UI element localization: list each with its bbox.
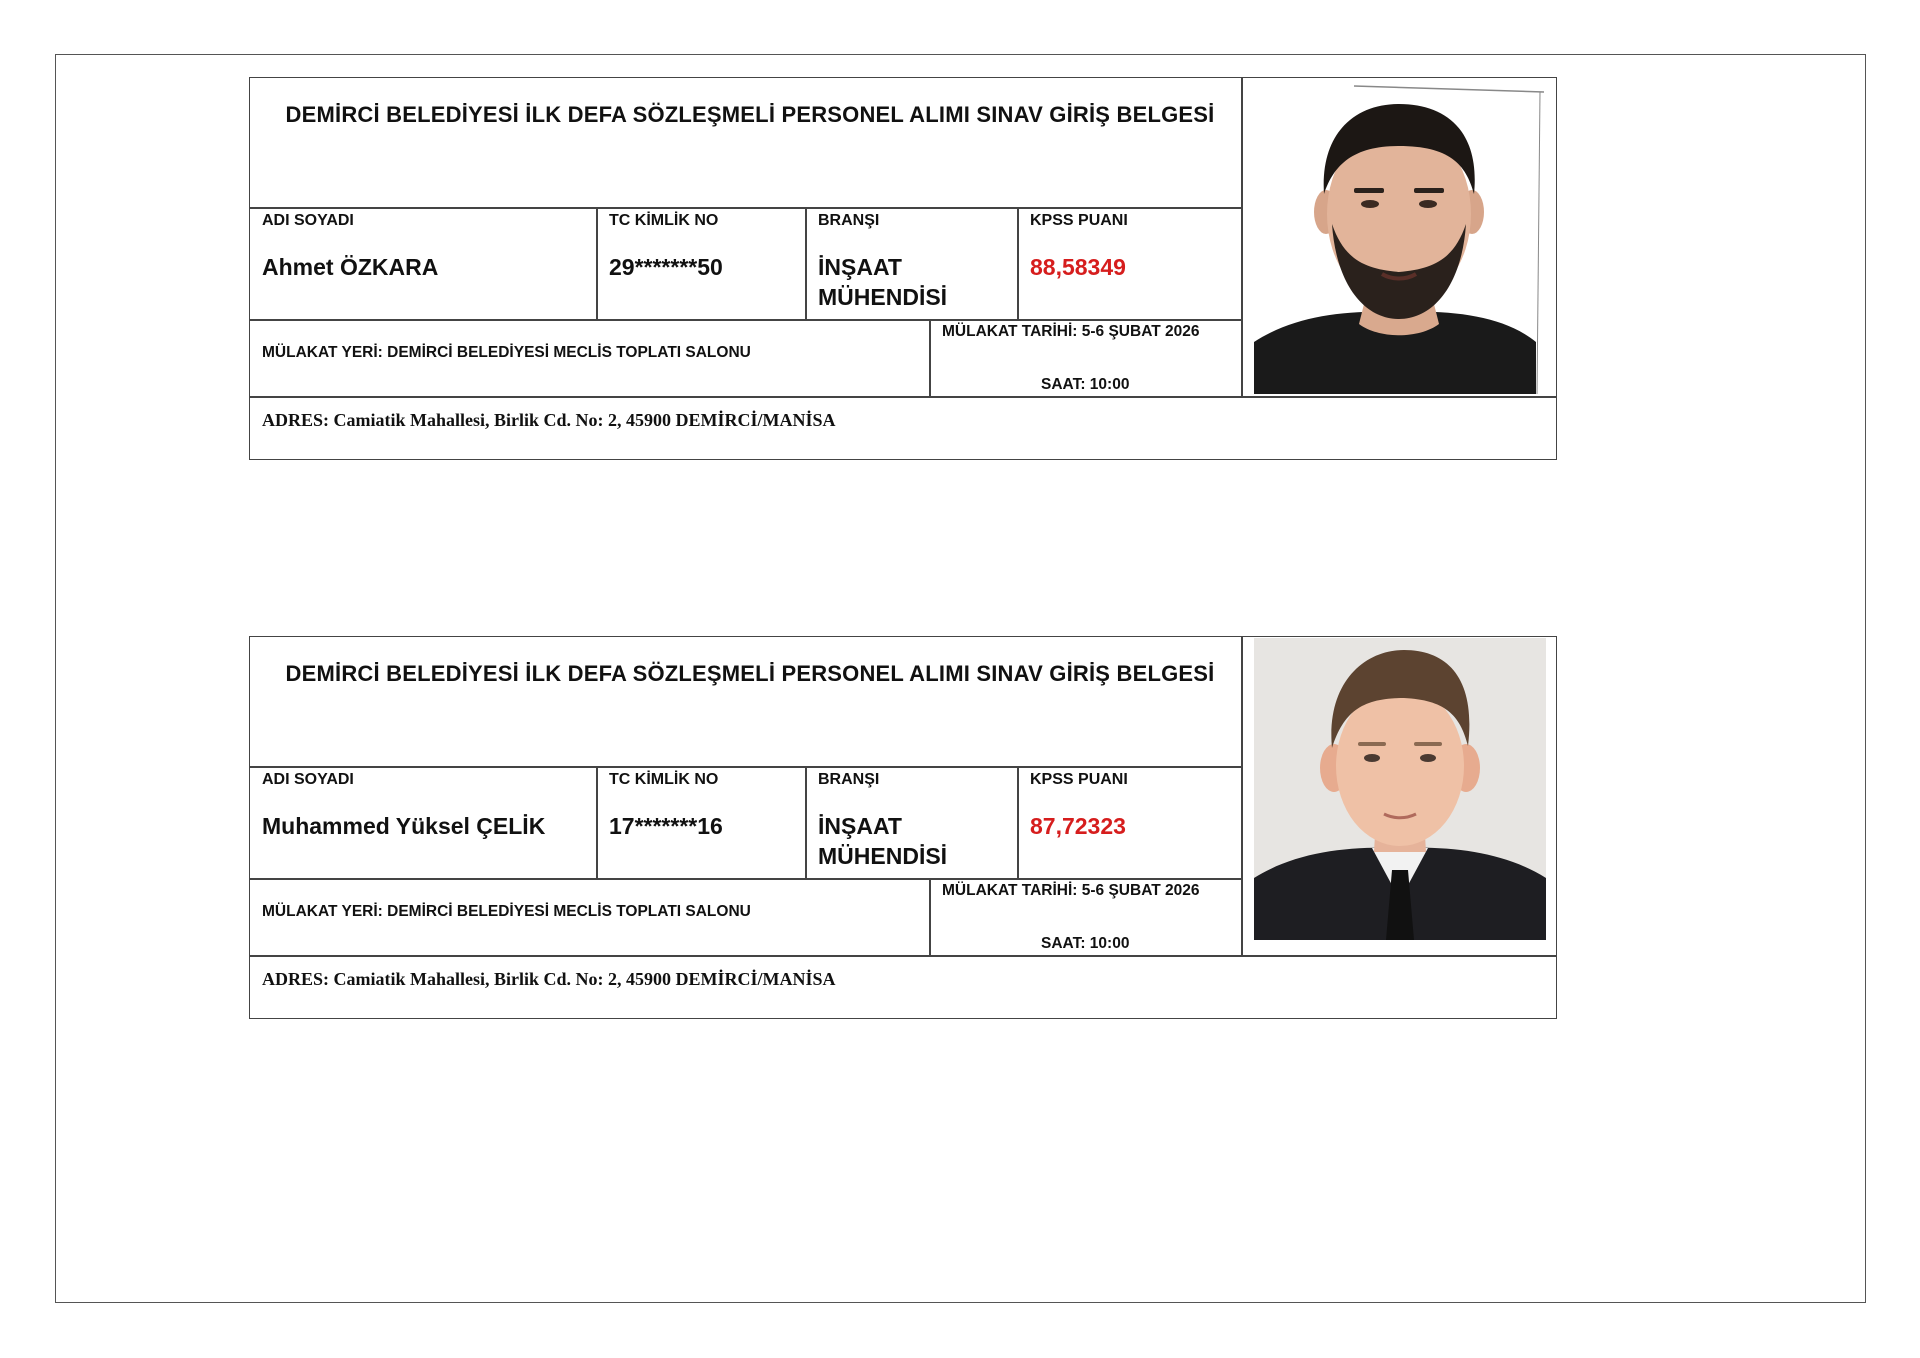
interview-place: MÜLAKAT YERİ: DEMİRCİ BELEDİYESİ MECLİS TOPLATI SALONU: [262, 344, 751, 361]
interview-date: MÜLAKAT TARİHİ: 5-6 ŞUBAT 2026: [942, 323, 1200, 340]
card-title: DEMİRCİ BELEDİYESİ İLK DEFA SÖZLEŞMELİ PERSONEL ALIMI SINAV GİRİŞ BELGESİ: [285, 102, 1215, 127]
tc-number: 29*******50: [609, 254, 723, 280]
kpss-score: 87,72323: [1030, 813, 1126, 839]
branch-line-1: İNŞAAT: [818, 813, 902, 839]
card-title: DEMİRCİ BELEDİYESİ İLK DEFA SÖZLEŞMELİ PERSONEL ALIMI SINAV GİRİŞ BELGESİ: [285, 661, 1215, 686]
tc-number: 17*******16: [609, 813, 723, 839]
candidate-name: Ahmet ÖZKARA: [262, 254, 439, 280]
interview-place: MÜLAKAT YERİ: DEMİRCİ BELEDİYESİ MECLİS TOPLATI SALONU: [262, 903, 751, 920]
branch-label: BRANŞI: [818, 212, 880, 229]
interview-time: SAAT: 10:00: [1041, 935, 1130, 952]
interview-time: SAAT: 10:00: [1041, 376, 1130, 393]
interview-date: MÜLAKAT TARİHİ: 5-6 ŞUBAT 2026: [942, 882, 1200, 899]
name-label: ADI SOYADI: [262, 212, 354, 229]
kpss-score: 88,58349: [1030, 254, 1126, 280]
entry-card-1: [249, 77, 1557, 460]
branch-label: BRANŞI: [818, 771, 880, 788]
candidate-photo: [1254, 638, 1546, 940]
entry-card-2: [249, 636, 1557, 1019]
candidate-photo: [1254, 84, 1544, 394]
kpss-label: KPSS PUANI: [1030, 771, 1128, 788]
tc-label: TC KİMLİK NO: [609, 212, 719, 229]
address: ADRES: Camiatik Mahallesi, Birlik Cd. No: 2, 45900 DEMİRCİ/MANİSA: [262, 410, 836, 430]
tc-label: TC KİMLİK NO: [609, 771, 719, 788]
name-label: ADI SOYADI: [262, 771, 354, 788]
kpss-label: KPSS PUANI: [1030, 212, 1128, 229]
branch-line-1: İNŞAAT: [818, 254, 902, 280]
candidate-name: Muhammed Yüksel ÇELİK: [262, 813, 546, 839]
branch-line-2: MÜHENDİSİ: [818, 843, 948, 869]
branch-line-2: MÜHENDİSİ: [818, 284, 948, 310]
address: ADRES: Camiatik Mahallesi, Birlik Cd. No: 2, 45900 DEMİRCİ/MANİSA: [262, 969, 836, 989]
